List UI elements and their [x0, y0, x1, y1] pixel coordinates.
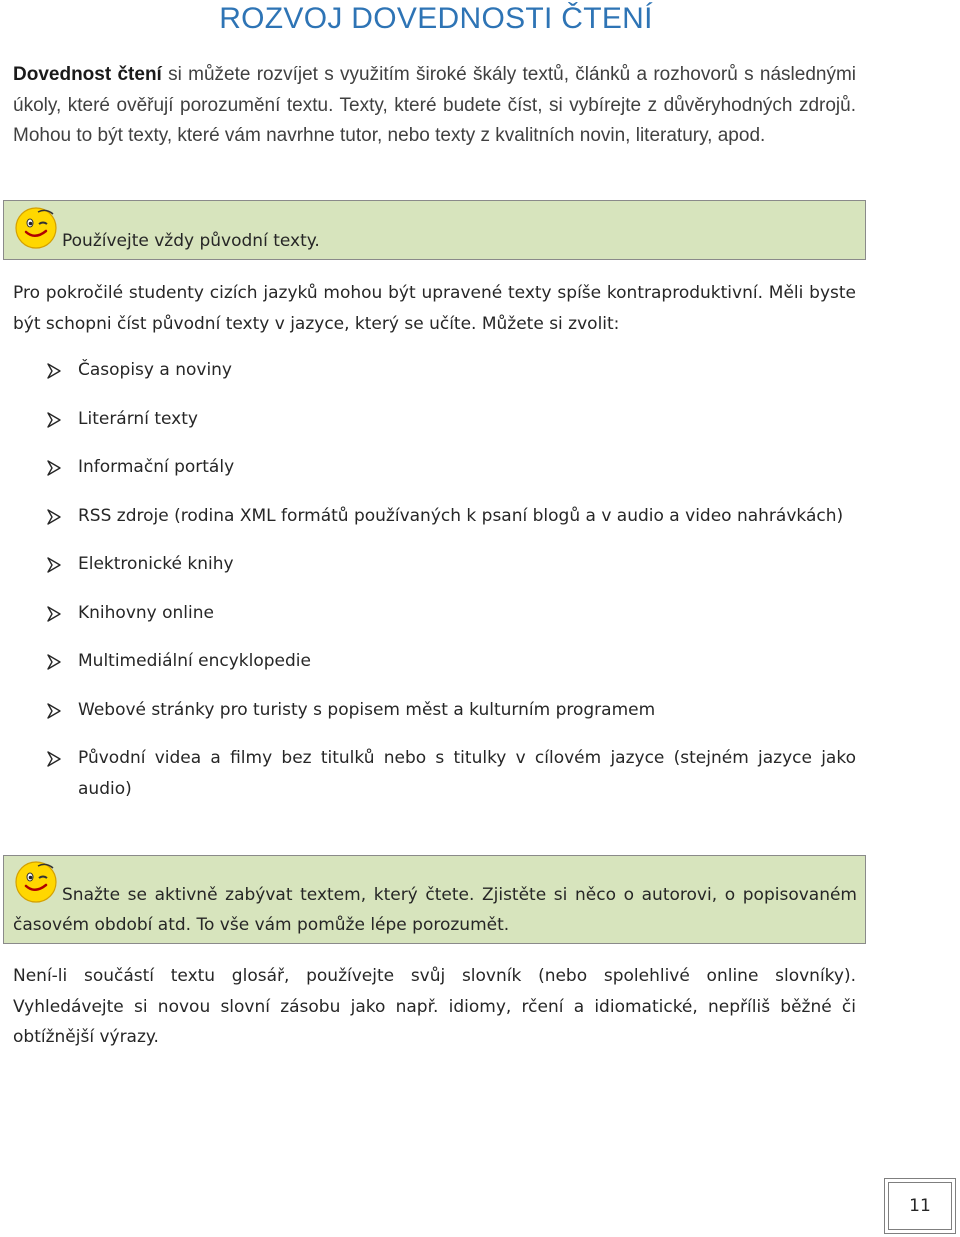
list-item: [13, 501, 856, 532]
arrow-bullet-icon: [46, 363, 62, 379]
list-item: [13, 355, 856, 386]
arrow-bullet-icon: [46, 412, 62, 428]
tip-box-active-reading: [3, 855, 866, 944]
source-list: [13, 355, 856, 822]
list-item: [13, 743, 856, 804]
list-item-text: Informační portály: [78, 457, 235, 477]
arrow-bullet-icon: [46, 606, 62, 622]
intro-text: si můžete rozvíjet s využitím široké škály textů, článků a rozhovorů s následnými úkoly, které ověřují porozumění textu. Texty, které budete číst, si vybírejte z důvěryhodných zdrojů. Mohou to být texty, které vám navrhne tutor, nebo texty z kvalitních novin, literatury, apod.: [13, 64, 857, 146]
arrow-bullet-icon: [46, 557, 62, 573]
intro-bold-word-2: čtení: [117, 64, 162, 85]
list-item: [13, 404, 856, 435]
arrow-bullet-icon: [46, 460, 62, 476]
list-item-text: Webové stránky pro turisty s popisem měst a kulturním programem: [78, 699, 656, 720]
list-item-text: RSS zdroje (rodina XML formátů používaných k psaní blogů a v audio a video nahrávkách): [78, 505, 844, 526]
tip-text: Snažte se aktivně zabývat textem, který čtete. Zjistěte si něco o autorovi, o popisovaném časovém období atd. To vše vám pomůže lépe porozumět.: [13, 885, 857, 935]
arrow-bullet-icon: [46, 751, 62, 767]
list-item: [13, 646, 856, 677]
winking-smiley-icon: [13, 204, 59, 250]
page-number: 11: [888, 1182, 952, 1230]
paragraph-glossary: Není-li součástí textu glosář, používejte svůj slovník (nebo spolehlivé online slovníky). Vyhledávejte si novou slovní zásobu jako např. idiomy, rčení a idiomatické, nepříliš běžné či obtížnější výrazy.: [13, 966, 856, 1047]
tip-text: Používejte vždy původní texty.: [62, 231, 320, 251]
intro-bold-word-1: Dovednost: [13, 64, 112, 85]
arrow-bullet-icon: [46, 509, 62, 525]
list-item-text: Časopisy a noviny: [78, 360, 232, 380]
list-item: [13, 598, 856, 629]
page-number-box: [884, 1178, 956, 1234]
list-item-text: Literární texty: [78, 408, 198, 429]
list-item-text: Multimediální encyklopedie: [78, 651, 311, 671]
list-item: [13, 695, 856, 726]
page-title: ROZVOJ DOVEDNOSTI ČTENÍ: [219, 2, 653, 35]
list-item: [13, 549, 856, 580]
list-item-text: Původní videa a filmy bez titulků nebo s titulky v cílovém jazyce (stejném jazyce jako audio): [78, 748, 856, 799]
arrow-bullet-icon: [46, 654, 62, 670]
tip-box-original-texts: [3, 200, 866, 260]
intro-paragraph: [13, 60, 856, 152]
arrow-bullet-icon: [46, 703, 62, 719]
paragraph-advanced-students: Pro pokročilé studenty cizích jazyků mohou být upravené texty spíše kontraproduktivní. Měli byste být schopni číst původní texty v jazyce, který se učíte. Můžete si zvolit:: [13, 283, 856, 334]
list-item: [13, 452, 856, 483]
list-item-text: Elektronické knihy: [78, 554, 234, 574]
list-item-text: Knihovny online: [78, 602, 214, 623]
